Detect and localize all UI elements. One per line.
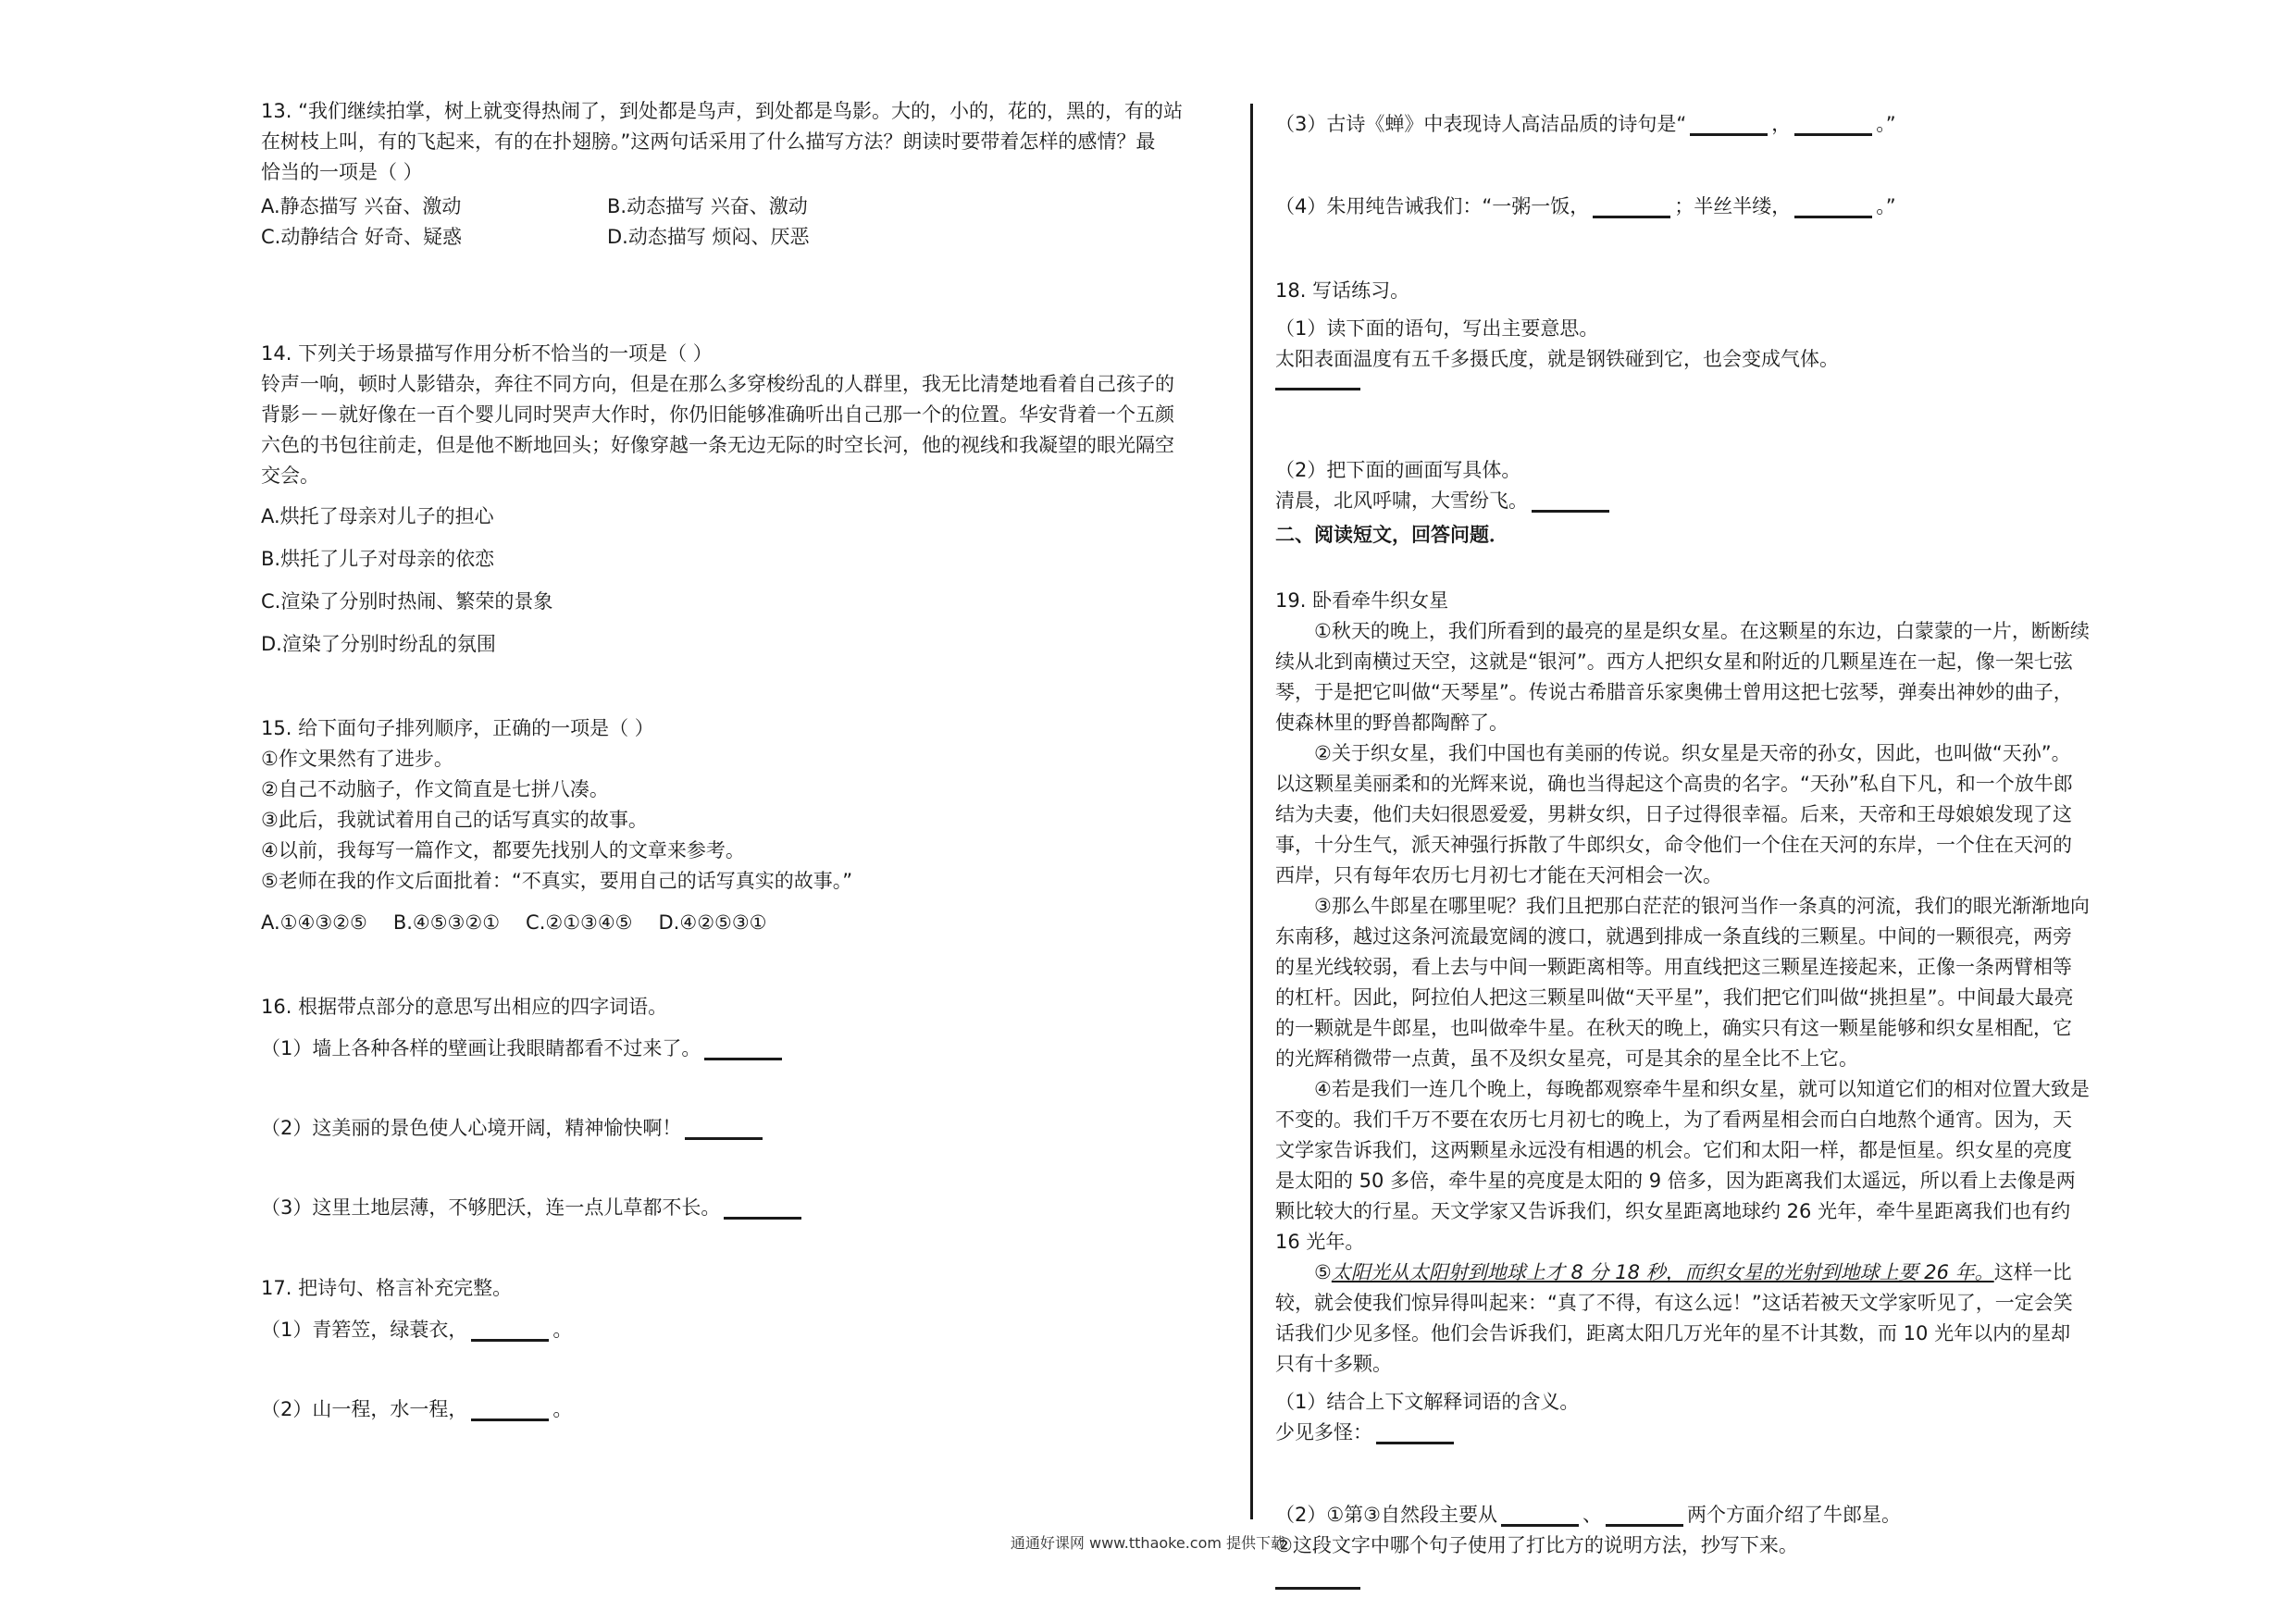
q17-item-3-pre: （3）古诗《蝉》中表现诗人高洁品质的诗句是“ bbox=[1275, 113, 1687, 135]
right-column bbox=[1275, 96, 2090, 1590]
q19-para5-number: ⑤ bbox=[1314, 1261, 1332, 1283]
q13-stem-line2: 在树枝上叫，有的飞起来，有的在扑翅膀。”这两句话采用了什么描写方法？朗读时要带着怎样的感情？最 bbox=[261, 130, 1156, 153]
q19-sub1-line bbox=[1275, 1418, 2090, 1448]
question-13 bbox=[261, 96, 1233, 253]
q16-item-2-text: （2）这美丽的景色使人心境开阔，精神愉快啊！ bbox=[261, 1117, 682, 1139]
q19-sub2-a-end: 两个方面介绍了牛郎星。 bbox=[1687, 1504, 1902, 1526]
q17-item-4-end: 。” bbox=[1876, 195, 1896, 217]
q18-sub1: （1）读下面的语句，写出主要意思。 bbox=[1275, 317, 1599, 340]
q19-para5-rest: 这样一比较，就会使我们惊异得叫起来：“真了不得，有这么远！”这话若被天文学家听见了，一定会笑话我们少见多怪。他们会告诉我们，距离太阳几万光年的星不计其数，而 10 光年以内的星却只有十多颗。 bbox=[1275, 1261, 2073, 1375]
q19-paragraph-2: ②关于织女星，我们中国也有美丽的传说。织女星是天帝的孙女，因此，也叫做“天孙”。以这颗星美丽柔和的光辉来说，确也当得起这个高贵的名字。“天孙”私自下凡，和一个放牛郎结为夫妻，他们夫妇很恩爱爱，男耕女织，日子过得很幸福。后来，天帝和王母娘娘发现了这事，十分生气，派天神强行拆散了牛郎织女，命令他们一个住在天河的东岸，一个住在天河的西岸，只有每年农历七月初七才能在天河相会一次。 bbox=[1275, 742, 2073, 886]
answer-blank bbox=[704, 1058, 782, 1060]
column-divider bbox=[1250, 104, 1253, 1519]
question-19 bbox=[1275, 586, 2090, 1590]
q17-item-3-mid: ， bbox=[1771, 113, 1792, 135]
q13-option-d: D.动态描写 烦闷、厌恶 bbox=[607, 226, 810, 248]
q19-sub2-b: ②这段文字中哪个句子使用了打比方的说明方法，抄写下来。 bbox=[1275, 1534, 1798, 1556]
q18-sub1-text: 太阳表面温度有五千多摄氏度，就是钢铁碰到它，也会变成气体。 bbox=[1275, 348, 1839, 370]
answer-blank bbox=[1275, 388, 1360, 390]
question-14 bbox=[261, 339, 1233, 660]
answer-blank bbox=[1532, 510, 1609, 513]
q17-item-2 bbox=[261, 1394, 1233, 1425]
q16-item-3 bbox=[261, 1193, 1233, 1223]
q15-stem: 15. 给下面句子排列顺序，正确的一项是（ ） bbox=[261, 717, 654, 739]
q17-item-1 bbox=[261, 1315, 1233, 1345]
answer-blank bbox=[1690, 133, 1768, 136]
question-17 bbox=[261, 1273, 1233, 1425]
answer-blank bbox=[1593, 216, 1670, 218]
q14-passage-line4: 交会。 bbox=[261, 465, 319, 487]
q15-item-2: ②自己不动脑子，作文简直是七拼八凑。 bbox=[261, 778, 609, 800]
answer-blank bbox=[1606, 1524, 1683, 1527]
q17-stem: 17. 把诗句、格言补充完整。 bbox=[261, 1277, 513, 1299]
left-column bbox=[261, 96, 1233, 1425]
q16-stem: 16. 根据带点部分的意思写出相应的四字词语。 bbox=[261, 996, 668, 1018]
q18-sub2-text: 清晨，北风呼啸，大雪纷飞。 bbox=[1275, 489, 1528, 512]
q19-sub2-a bbox=[1275, 1500, 2090, 1530]
q14-option-b: B.烘托了儿子对母亲的依恋 bbox=[261, 548, 495, 570]
q19-sub1-word: 少见多怪： bbox=[1275, 1421, 1372, 1443]
q14-passage-line3: 六色的书包往前走，但是他不断地回头；好像穿越一条无边无际的时空长河，他的视线和我凝望的眼光隔空 bbox=[261, 434, 1174, 456]
q13-option-a: A.静态描写 兴奋、激动 bbox=[261, 195, 462, 217]
q18-stem: 18. 写话练习。 bbox=[1275, 279, 1410, 302]
question-18 bbox=[1275, 276, 2090, 516]
q17-item-4-mid: ；半丝半缕， bbox=[1674, 195, 1792, 217]
q18-sub2: （2）把下面的画面写具体。 bbox=[1275, 459, 1521, 481]
q17-item-3-end: 。” bbox=[1876, 113, 1896, 135]
q13-option-b: B.动态描写 兴奋、激动 bbox=[607, 195, 808, 217]
section-heading: 二、阅读短文，回答问题． bbox=[1275, 524, 1508, 546]
q15-option-c: C.②①③④⑤ bbox=[526, 911, 633, 934]
q15-item-5: ⑤老师在我的作文后面批着：“不真实，要用自己的话写真实的故事。” bbox=[261, 870, 853, 892]
answer-blank bbox=[724, 1217, 801, 1220]
q16-item-2 bbox=[261, 1113, 1233, 1144]
question-17-continued bbox=[1275, 109, 2090, 222]
q17-item-1-text: （1）青箬笠，绿蓑衣， bbox=[261, 1319, 468, 1341]
q17-item-1-end: 。 bbox=[552, 1319, 573, 1341]
q17-item-2-text: （2）山一程，水一程， bbox=[261, 1398, 468, 1420]
q19-para5-underlined-sentence: 太阳光从太阳射到地球上才 8 分 18 秒，而织女星的光射到地球上要 26 年。 bbox=[1331, 1261, 1994, 1283]
answer-blank bbox=[1794, 216, 1872, 218]
q17-item-3 bbox=[1275, 109, 2090, 140]
q15-item-3: ③此后，我就试着用自己的话写真实的故事。 bbox=[261, 809, 648, 831]
q13-stem-line3: 恰当的一项是（ ） bbox=[261, 161, 423, 183]
q15-item-1: ①作文果然有了进步。 bbox=[261, 748, 453, 770]
answer-blank bbox=[1501, 1524, 1579, 1527]
q13-stem-line1: 13. “我们继续拍掌，树上就变得热闹了，到处都是鸟声，到处都是鸟影。大的，小的，花的，黑的，有的站 bbox=[261, 100, 1183, 122]
q19-sub2-a-mid: 、 bbox=[1582, 1504, 1603, 1526]
q17-item-4 bbox=[1275, 192, 2090, 222]
answer-blank bbox=[1376, 1442, 1454, 1444]
q14-passage-line1: 铃声一响，顿时人影错杂，奔往不同方向，但是在那么多穿梭纷乱的人群里，我无比清楚地看着自己孩子的 bbox=[261, 373, 1174, 395]
answer-blank bbox=[1794, 133, 1872, 136]
q19-paragraph-5 bbox=[1275, 1258, 2090, 1380]
q15-option-b: B.④⑤③②① bbox=[392, 911, 501, 934]
answer-blank bbox=[685, 1137, 763, 1140]
answer-blank bbox=[471, 1339, 549, 1342]
q14-option-d: D.渲染了分别时纷乱的氛围 bbox=[261, 633, 496, 655]
answer-blank bbox=[1275, 1587, 1360, 1590]
question-16 bbox=[261, 992, 1233, 1223]
answer-blank bbox=[471, 1419, 549, 1421]
q19-title: 19. 卧看牵牛织女星 bbox=[1275, 589, 1449, 612]
q18-sub2-line bbox=[1275, 486, 2090, 516]
q15-option-a: A.①④③②⑤ bbox=[261, 911, 367, 934]
q16-item-1-text: （1）墙上各种各样的壁画让我眼睛都看不过来了。 bbox=[261, 1037, 701, 1059]
q19-paragraph-3: ③那么牛郎星在哪里呢？我们且把那白茫茫的银河当作一条真的河流，我们的眼光渐渐地向东南移，越过这条河流最宽阔的渡口，就遇到排成一条直线的三颗星。中间的一颗很亮，两旁的星光线较弱，看上去与中间一颗距离相等。用直线把这三颗星连接起来，正像一条两臂相等的杠杆。因此，阿拉伯人把这三颗星叫做“天平星”，我们把它们叫做“挑担星”。中间最大最亮的一颗就是牛郎星，也叫做牵牛星。在秋天的晚上，确实只有这一颗星能够和织女星相配，它的光辉稍微带一点黄，虽不及织女星亮，可是其余的星全比不上它。 bbox=[1275, 895, 2090, 1070]
q19-sub1: （1）结合上下文解释词语的含义。 bbox=[1275, 1391, 1580, 1413]
q15-item-4: ④以前，我每写一篇作文，都要先找别人的文章来参考。 bbox=[261, 839, 745, 861]
question-15 bbox=[261, 713, 1233, 938]
q17-item-4-pre: （4）朱用纯告诫我们：“一粥一饭， bbox=[1275, 195, 1590, 217]
q16-item-3-text: （3）这里土地层薄，不够肥沃，连一点儿草都不长。 bbox=[261, 1196, 721, 1219]
page-footer: 通通好课网 www.tthaoke.com 提供下载 bbox=[1010, 1534, 1286, 1552]
q14-option-a: A.烘托了母亲对儿子的担心 bbox=[261, 505, 494, 527]
q14-option-c: C.渲染了分别时热闹、繁荣的景象 bbox=[261, 590, 553, 613]
q14-passage-line2: 背影－－就好像在一百个婴儿同时哭声大作时，你仍旧能够准确听出自己那一个的位置。华安背着一个五颜 bbox=[261, 403, 1174, 426]
q14-stem: 14. 下列关于场景描写作用分析不恰当的一项是（ ） bbox=[261, 342, 713, 365]
q19-paragraph-4: ④若是我们一连几个晚上，每晚都观察牵牛星和织女星，就可以知道它们的相对位置大致是不变的。我们千万不要在农历七月初七的晚上，为了看两星相会而白白地熬个通宵。因为，天文学家告诉我们，这两颗星永远没有相遇的机会。它们和太阳一样，都是恒星。织女星的亮度是太阳的 50 多倍，牵牛星的亮度是太阳的 9 倍多，因为距离我们太遥远，所以看上去像是两颗比较大的行星。天文学家又告诉我们，织女星距离地球约 26 光年，牵牛星距离我们也有约 16 光年。 bbox=[1275, 1078, 2090, 1253]
q13-option-c: C.动静结合 好奇、疑惑 bbox=[261, 226, 463, 248]
q19-sub2-a-pre: （2）①第③自然段主要从 bbox=[1275, 1504, 1498, 1526]
q15-option-d: D.④②⑤③① bbox=[658, 911, 767, 934]
q17-item-2-end: 。 bbox=[552, 1398, 573, 1420]
q19-paragraph-1: ①秋天的晚上，我们所看到的最亮的星是织女星。在这颗星的东边，白蒙蒙的一片，断断续续从北到南横过天空，这就是“银河”。西方人把织女星和附近的几颗星连在一起，像一架七弦琴，于是把它叫做“天琴星”。传说古希腊音乐家奥佛士曾用这把七弦琴，弹奏出神妙的曲子，使森林里的野兽都陶醉了。 bbox=[1275, 620, 2090, 734]
q16-item-1 bbox=[261, 1034, 1233, 1064]
